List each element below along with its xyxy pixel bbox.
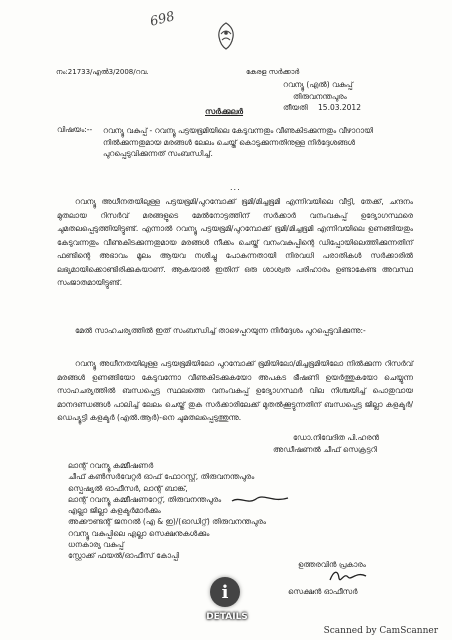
distribution-item: അക്കൗണ്ടന്റ് ജനറൽ (എ & ഇ)/(ഓഡിറ്റ്) തിരുവനന്തപുരം	[68, 517, 266, 527]
section-officer-label: സെക്ഷൻ ഓഫീസർ	[288, 587, 358, 596]
government-name: കേരള സർക്കാർ	[246, 68, 300, 76]
kerala-emblem-icon	[215, 22, 237, 50]
distribution-item: ധനകാര്യ വകുപ്പ്	[68, 540, 124, 550]
distribution-item: റവന്യൂ വകുപ്പിലെ എല്ലാ സെക്ഷനുകൾക്കും	[68, 528, 210, 538]
details-button[interactable]: DETAILS	[206, 612, 248, 622]
subject-text: റവന്യൂ വകുപ്പ് - റവന്യൂ പട്ടയഭൂമിയിലെ കേടുവന്നതും വീണുകിടക്കുന്നതും വീഴാറായി നിൽക്കുന്നതുമായ മരങ്ങൾ ലേലം ചെയ്ത് കൊടുക്കുന്നതിനുള്ള നിർദ്ദേശങ്ങൾ പുറപ്പെടുവിക്കുന്നത് സംബന്ധിച്ച്.	[103, 126, 374, 158]
signature-scribble-icon	[328, 568, 368, 586]
paragraph-directive	[57, 357, 413, 425]
distribution-item: സ്റ്റോക്ക് ഫയൽ/ഓഫീസ് കോപ്പി	[68, 551, 180, 561]
scanner-watermark: Scanned by CamScanner	[323, 626, 438, 636]
paragraph-context	[57, 324, 413, 338]
handwritten-strike-icon	[230, 494, 290, 506]
subject-label: വിഷയം:--	[57, 125, 93, 134]
reference-number: നം:21733/എൽ3/2008/റവ.	[56, 68, 149, 76]
date-value: 15.03.2012	[318, 103, 361, 112]
paragraph-background	[57, 195, 413, 290]
paragraph-1-text: റവന്യൂ അധീനതയിലുള്ള പട്ടയഭൂമി/പുറമ്പോക്ക് ഭൂമി/മിച്ചഭൂമി എന്നിവയിലെ വീട്ടി, തേക്ക്, ചന്ദനം മുതലായ റിസർവ് മരങ്ങളുടെ മേൽനോട്ടത്തിന് സർക്കാർ വനംവകുപ്പ് ഉദ്യോഗസ്ഥരെ ചുമതലപ്പെടുത്തിയിട്ടുണ്ട്. എന്നാൽ റവന്യൂ പട്ടയഭൂമി/പുറമ്പോക്ക് ഭൂമി/മിച്ചഭൂമി എന്നിവയിലെ ഉണങ്ങിയതും കേടുവന്നതും വീണുകിടക്കുന്നതുമായ മരങ്ങൾ നീക്കം ചെയ്ത് വനംവകുപ്പിന്റെ ഡിപ്പോയിലെത്തിക്കുന്നതിന് ഫണ്ടിന്റെ അഭാവം മൂലം ആയവ നശിച്ചു പോകുന്നതായി നിരവധി പരാതികൾ സർക്കാരിൽ ലഭ്യമായിക്കൊണ്ടിരിക്കുകയാണ്. ആകയാൽ ഇതിന് ഒരു ശാശ്വത പരിഹാരം ഉണ്ടാകേണ്ട അവസ്ഥ സംജാതമായിട്ടുണ്ട്.	[57, 197, 413, 287]
paragraph-2-text: മേൽ സാഹചര്യത്തിൽ ഇത് സംബന്ധിച്ച് താഴെപ്പറയുന്ന നിർദ്ദേശം പുറപ്പെടുവിക്കുന്നു:-	[75, 326, 366, 335]
document-title: സർക്കുലർ	[205, 107, 244, 116]
distribution-list	[68, 460, 266, 562]
distribution-item: ലാന്റ് റവന്യൂ കമ്മീഷണർ	[68, 461, 154, 470]
paragraph-3-text: റവന്യൂ അധീനതയിലുള്ള പട്ടയഭൂമിയിലോ പുറമ്പോക്ക് ഭൂമിയിലോ/മിച്ചഭൂമിയിലോ നിൽക്കുന്ന റിസർവ് മരങ്ങൾ ഉണങ്ങിയോ കേടുവന്നോ വീണുകിടക്കുകയോ അപകട ഭീഷണി ഉയർത്തുകയോ ചെയ്യുന്ന സാഹചര്യത്തിൽ ബന്ധപ്പെട്ട സ്ഥലത്തെ വനംവകുപ്പ് ഉദ്യോഗസ്ഥർ വില നിശ്ചയിച്ച് പൊതുവായ മാനദണ്ഡങ്ങൾ പാലിച്ച് ലേലം ചെയ്ത് തുക സർക്കാരിലേക്ക് മുതൽക്കൂട്ടുന്നതിന് ബന്ധപ്പെട്ട ജില്ലാ കളക്ടർ/ഡെപ്യൂട്ടി കളക്ടർ (എൽ.ആർ)-നെ ചുമതലപ്പെടുത്തുന്നു.	[57, 359, 413, 422]
separator-dots: ...	[230, 183, 241, 192]
signatory-designation: അഡീഷണൽ ചീഫ് സെക്രട്ടറി	[273, 445, 377, 454]
by-order-label: ഉത്തരവിൻ പ്രകാരം	[298, 560, 366, 569]
info-icon[interactable]: i	[210, 577, 240, 607]
distribution-item: എല്ലാ ജില്ലാ കളക്ടർമാർക്കും	[68, 506, 161, 516]
date-line	[283, 103, 361, 113]
signatory-name: ഡോ.നിവേദിത പി.ഹരൻ	[293, 433, 380, 442]
date-label: തീയതി	[283, 103, 308, 112]
place-name: തിരുവനന്തപുരം	[293, 92, 347, 101]
department-name: റവന്യൂ (എൽ) വകുപ്പ്	[283, 80, 353, 89]
distribution-item: ചീഫ് കൺസർവേറ്റർ ഓഫ് ഫോറസ്റ്റ്, തിരുവനന്തപുരം	[68, 472, 255, 482]
handwritten-file-number: 698	[148, 9, 177, 30]
distribution-item: സ്പെഷ്യൽ ഓഫീസർ, ലാന്റ് ബാങ്ക്,	[68, 483, 188, 493]
distribution-item: ലാന്റ് റവന്യൂ കമ്മീഷണറേറ്റ്, തിരുവനന്തപുരം	[68, 494, 222, 504]
